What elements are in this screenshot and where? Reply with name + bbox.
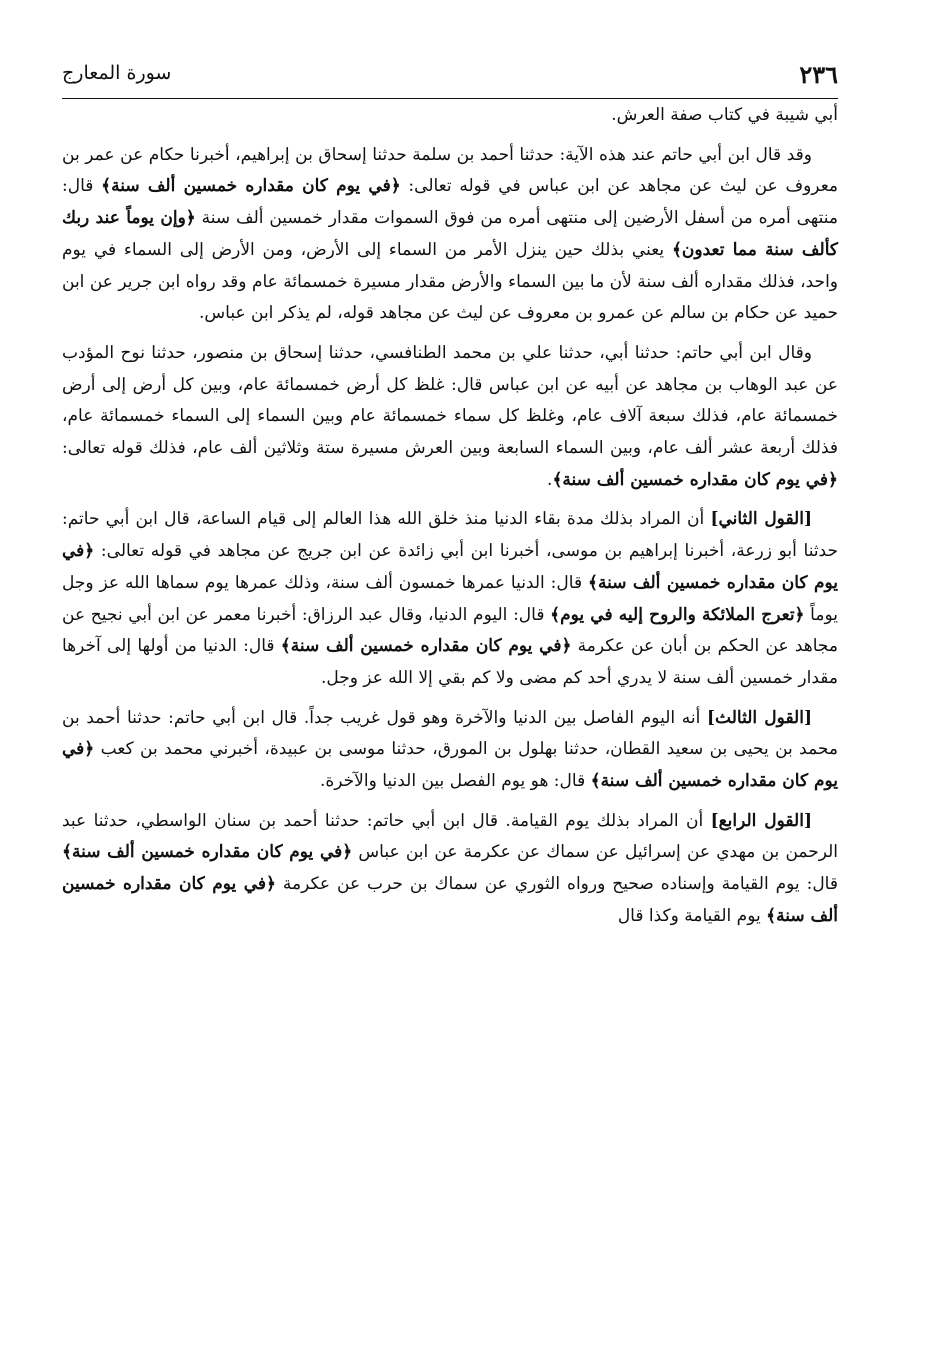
paragraph-text: قال: اليوم الدنيا، وقال عبد الرزاق: أخبرنا معمر عن ابن أبي نجيح عن مجاهد عن الحكم بن أبان عن عكرمة [62,604,838,657]
paragraph [62,806,838,933]
quran-verse: ﴿في يوم كان مقداره خمسين ألف سنة﴾ [62,541,838,593]
quran-verse: ﴿في يوم كان مقداره خمسين ألف سنة﴾ [62,739,838,792]
header-divider [62,98,838,99]
paragraph [62,338,838,497]
paragraph [62,504,838,694]
paragraph-text: يوم القيامة وكذا قال [617,905,767,926]
paragraph-text: . [547,469,553,490]
quran-verse: ﴿في يوم كان مقداره خمسين ألف سنة﴾ [280,636,572,657]
paragraph [62,140,838,330]
section-heading: [القول الرابع] [710,810,812,831]
paragraph-text: قال: الدنيا عمرها خمسون ألف سنة، وذلك عمرها يوم سماها الله عز وجل يوماً [62,572,838,625]
body-text [62,100,838,941]
paragraph-text: أن المراد بذلك مدة بقاء الدنيا منذ خلق الله هذا العالم إلى قيام الساعة، قال ابن أبي حاتم: حدثنا أبو زرعة، أخبرنا إبراهيم بن موسى، أخبرنا ابن أبي زائدة عن ابن جريج عن مجاهد في قوله تعالى: [62,509,838,562]
quran-verse: ﴿تعرج الملائكة والروح إليه في يوم﴾ [550,604,805,625]
paragraph [62,100,838,132]
quran-verse: ﴿وإن يوماً عند ربك كألف سنة مما تعدون﴾ [62,208,838,260]
section-heading: [القول الثالث] [707,707,812,728]
quran-verse: ﴿في يوم كان مقداره خمسين ألف سنة﴾ [62,874,838,926]
paragraph-text: قال: يوم القيامة وإسناده صحيح ورواه الثوري عن سماك بن حرب عن عكرمة [275,874,838,895]
paragraph-text: قال: الدنيا من أولها إلى آخرها مقدار خمسين ألف سنة لا يدري أحد كم مضى ولا كم بقي إلا الله عز وجل. [62,636,838,688]
paragraph-text: وقد قال ابن أبي حاتم عند هذه الآية: حدثنا أحمد بن سلمة حدثنا إسحاق بن إبراهيم، أخبرنا حكام عن عمر بن معروف عن ليث عن مجاهد عن ابن عباس في قوله تعالى: [62,144,838,197]
quran-verse: ﴿في يوم كان مقداره خمسين ألف سنة﴾ [62,842,353,863]
paragraph-text: وقال ابن أبي حاتم: حدثنا أبي، حدثنا علي بن محمد الطنافسي، حدثنا إسحاق بن منصور، حدثنا نوح المؤدب عن عبد الوهاب بن مجاهد عن أبيه عن ابن عباس قال: غلظ كل أرض خمسمائة عام، وبين كل أرض إلى أرض خمسمائة عام، فذلك سبعة آلاف عام، وغلظ كل سماء خمسمائة عام وبين السماء إلى السماء خمسمائة عام، فذلك أربعة عشر ألف عام، وبين السماء السابعة وبين العرش مسيرة ستة وثلاثين ألف عام، فذلك قوله تعالى: [62,342,838,459]
section-heading: [القول الثاني] [710,509,812,530]
paragraph-text: أنه اليوم الفاصل بين الدنيا والآخرة وهو قول غريب جداً. قال ابن أبي حاتم: حدثنا أحمد بن محمد بن يحيى بن سعيد القطان، حدثنا بهلول بن المورق، حدثنا موسى بن عبيدة، أخبرني محمد بن كعب [62,707,838,760]
quran-verse: ﴿في يوم كان مقداره خمسين ألف سنة﴾ [101,176,401,197]
paragraph-text: أبي شيبة في كتاب صفة العرش. [611,105,838,125]
surah-title: سورة المعارج [62,62,172,84]
paragraph-text: قال: هو يوم الفصل بين الدنيا والآخرة. [319,771,591,792]
page-number: ٢٣٦ [799,60,838,89]
paragraph [62,703,838,798]
paragraph-text: أن المراد بذلك يوم القيامة. قال ابن أبي حاتم: حدثنا أحمد بن سنان الواسطي، حدثنا عبد الرحمن بن مهدي عن إسرائيل عن سماك عن عكرمة عن ابن عباس [62,810,839,863]
page-header [62,56,838,96]
paragraph-text: قال: منتهى أمره من أسفل الأرضين إلى منتهى أمره من فوق السموات مقدار خمسين ألف سنة [62,176,838,229]
paragraph-text: يعني بذلك حين ينزل الأمر من السماء إلى الأرض، ومن الأرض إلى السماء في يوم واحد، فذلك مقداره ألف سنة لأن ما بين السماء والأرض مقدار مسيرة خمسمائة عام وقد رواه ابن جرير عن ابن حميد عن حكام بن سالم عن عمرو بن معروف عن ليث عن مجاهد قوله، لم يذكر ابن عباس. [62,239,838,324]
quran-verse: ﴿في يوم كان مقداره خمسين ألف سنة﴾ [552,469,838,490]
